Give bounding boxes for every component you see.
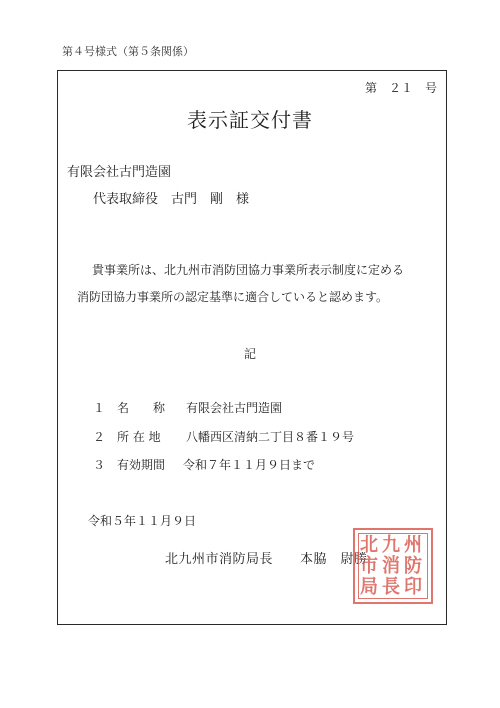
item-label-name: １ 名 称 xyxy=(93,401,166,415)
certificate-number: 第 ２１ 号 xyxy=(365,81,438,95)
recipient-representative: 代表取締役 古門 剛 様 xyxy=(93,192,250,207)
item-label-validity: ３ 有効期間 xyxy=(93,458,166,472)
seal-inner-border xyxy=(358,533,428,599)
official-seal-stamp xyxy=(353,528,433,604)
body-text-line-1: 貴事業所は、北九州市消防団協力事業所表示制度に定める xyxy=(92,263,405,277)
document-title: 表示証交付書 xyxy=(187,108,313,132)
recipient-company: 有限会社古門造園 xyxy=(67,165,172,180)
item-label-address: ２ 所 在 地 xyxy=(93,430,161,444)
seal-row: 北九州 xyxy=(360,533,426,556)
issue-date: 令和５年１１月９日 xyxy=(88,514,197,528)
seal-row: 局長印 xyxy=(360,575,426,598)
issuer-signature: 北九州市消防局長 本脇 尉勝 xyxy=(165,552,368,567)
ki-heading: 記 xyxy=(244,347,257,361)
item-value-validity: 令和７年１１月９日まで xyxy=(183,458,316,472)
form-number-label: 第４号様式（第５条関係） xyxy=(62,45,194,58)
item-value-name: 有限会社古門造園 xyxy=(186,401,283,415)
body-text-line-2: 消防団協力事業所の認定基準に適合していると認めます。 xyxy=(77,290,389,304)
seal-row: 市消防 xyxy=(360,554,426,577)
item-value-address: 八幡西区清納二丁目８番１９号 xyxy=(186,430,355,444)
